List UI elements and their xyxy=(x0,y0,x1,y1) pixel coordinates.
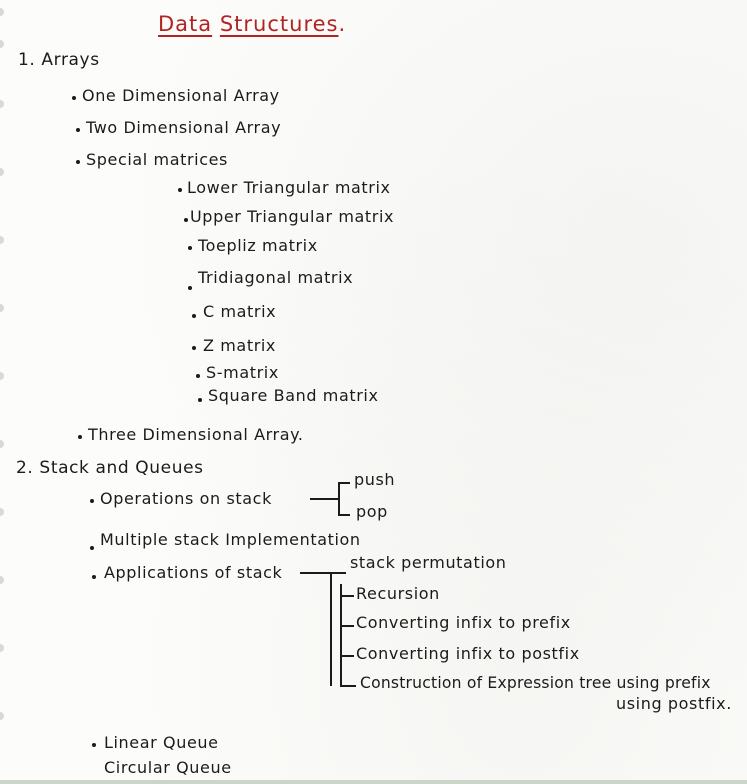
bullet xyxy=(76,128,80,132)
bullet xyxy=(188,246,192,250)
tree-branch xyxy=(340,625,354,627)
matrix-toepliz: Toepliz matrix xyxy=(198,236,318,255)
binding-hole xyxy=(0,8,4,16)
binding-hole xyxy=(0,100,4,108)
tree-branch xyxy=(340,595,354,597)
title-word-data: Data xyxy=(158,12,213,36)
bullet xyxy=(76,160,80,164)
binding-hole xyxy=(0,440,4,448)
bullet xyxy=(90,546,94,550)
tree-vertical-secondary xyxy=(340,584,342,686)
application-stack-permutation: stack permutation xyxy=(350,553,507,572)
binding-hole xyxy=(0,372,4,380)
tree-connector xyxy=(300,572,346,574)
bullet xyxy=(78,435,82,439)
binding-hole xyxy=(0,644,4,652)
tree-vertical xyxy=(330,572,332,686)
item-three-dimensional: Three Dimensional Array. xyxy=(88,425,304,444)
binding-hole xyxy=(0,304,4,312)
page-title xyxy=(158,14,346,35)
bracket-vertical xyxy=(338,482,340,516)
tree-branch xyxy=(340,655,354,657)
item-linear-queue: Linear Queue xyxy=(104,733,219,752)
title-word-structures: Structures xyxy=(219,12,339,36)
item-applications-of-stack: Applications of stack xyxy=(104,563,283,582)
binding-hole xyxy=(0,168,4,176)
application-recursion: Recursion xyxy=(356,584,440,603)
bullet xyxy=(72,96,76,100)
bullet xyxy=(178,188,182,192)
application-using-postfix: using postfix. xyxy=(616,694,732,713)
application-expression-tree: Construction of Expression tree using prefix xyxy=(360,674,711,692)
item-circular-queue: Circular Queue xyxy=(104,758,232,777)
item-special-matrices: Special matrices xyxy=(86,150,228,169)
bullet xyxy=(92,743,96,747)
matrix-square-band: Square Band matrix xyxy=(208,386,379,405)
bullet xyxy=(188,286,192,290)
operation-push: push xyxy=(354,470,396,489)
matrix-tridiagonal: Tridiagonal matrix xyxy=(198,268,354,287)
operation-pop: pop xyxy=(356,502,388,521)
bullet xyxy=(192,346,196,350)
matrix-z: Z matrix xyxy=(203,336,277,355)
bracket-connector xyxy=(310,498,338,500)
bullet xyxy=(196,374,200,378)
bullet xyxy=(90,499,94,503)
application-infix-to-prefix: Converting infix to prefix xyxy=(356,613,571,632)
title-period: . xyxy=(338,12,347,36)
section-heading-arrays: 1. Arrays xyxy=(18,50,100,70)
binding-hole xyxy=(0,236,4,244)
bullet xyxy=(198,398,202,402)
binding-hole xyxy=(0,40,4,48)
item-two-dimensional: Two Dimensional Array xyxy=(86,118,282,137)
item-one-dimensional: One Dimensional Array xyxy=(82,86,280,105)
item-multiple-stack: Multiple stack Implementation xyxy=(100,530,361,549)
matrix-lower-triangular: Lower Triangular matrix xyxy=(187,178,391,197)
matrix-upper-triangular: Upper Triangular matrix xyxy=(190,207,395,226)
item-operations-on-stack: Operations on stack xyxy=(100,489,272,508)
matrix-c: C matrix xyxy=(203,302,277,321)
bullet xyxy=(184,218,188,222)
binding-hole xyxy=(0,712,4,720)
bullet xyxy=(192,314,196,318)
page-bottom-edge xyxy=(0,780,747,784)
binding-hole xyxy=(0,508,4,516)
bracket-top xyxy=(338,482,350,484)
bracket-bottom xyxy=(338,514,350,516)
bullet xyxy=(92,575,96,579)
matrix-s: S-matrix xyxy=(206,363,279,382)
binding-hole xyxy=(0,576,4,584)
application-infix-to-postfix: Converting infix to postfix xyxy=(356,644,580,663)
tree-branch xyxy=(340,685,356,687)
section-heading-stack-queues: 2. Stack and Queues xyxy=(16,458,204,478)
